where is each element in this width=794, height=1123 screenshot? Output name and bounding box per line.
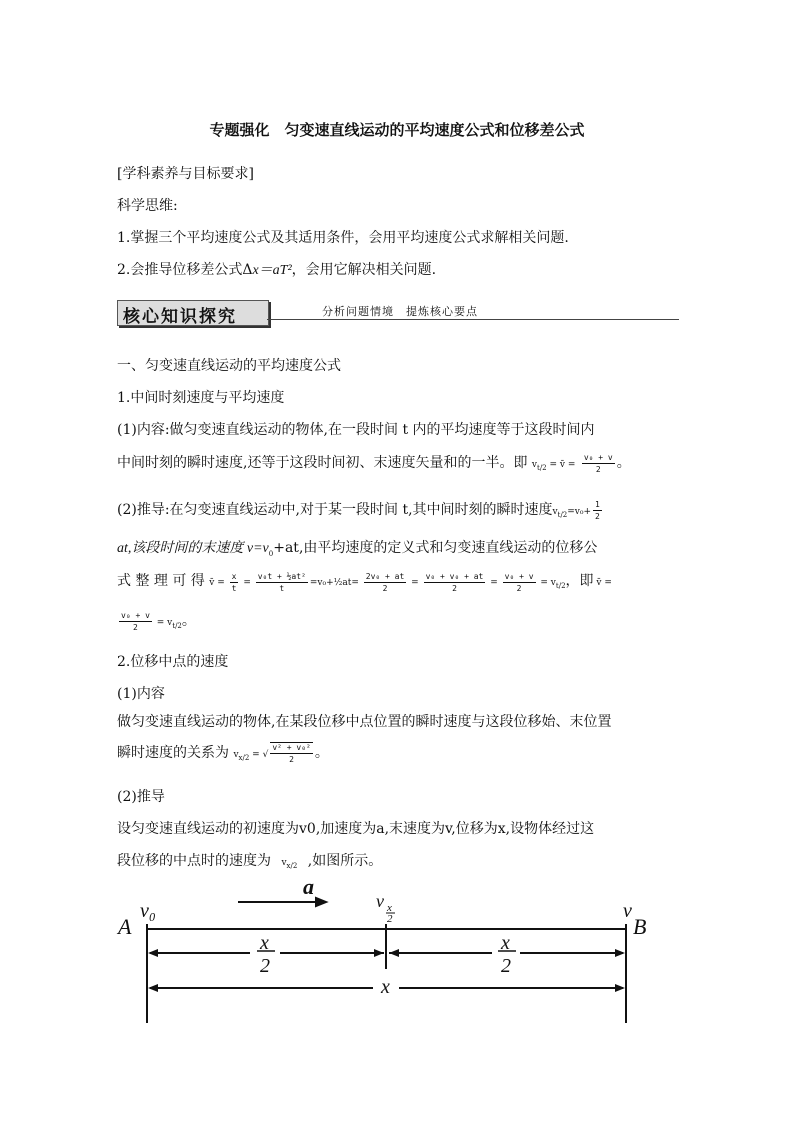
paragraph-4-text-b: ,如图所示。 (307, 853, 383, 869)
label-acceleration: a (303, 874, 314, 899)
full-x-label: x (381, 976, 390, 998)
paragraph-2-ji: ，即 (565, 573, 594, 589)
label-v: v (623, 900, 632, 922)
frac-v0-v0-at: $\frac{\text{v₀ + v₀ + at}}{2}$ (425, 572, 484, 593)
paragraph-4-heading: (2)推导 (117, 789, 165, 805)
banner-title: 核心知识探究 (123, 307, 237, 327)
paragraph-4-text-a: 段位移的中点时的速度为 (117, 853, 271, 869)
label-vmid-num: x (387, 902, 392, 914)
paragraph-2-text: (2)推导:在匀变速直线运动中,对于某一段时间 t,其中间时刻的瞬时速度 (117, 502, 553, 518)
label-B: B (633, 914, 647, 939)
paragraph-2-derive-text: 式 整 理 可 得 (117, 573, 205, 589)
paragraph-3-text: 瞬时速度的关系为 (117, 745, 229, 761)
arrowhead-2 (374, 949, 384, 957)
formula-vbar: v̄ = (593, 578, 612, 588)
paragraph-4-line-1: 设匀变速直线运动的初速度为v0,加速度为a,末速度为v,位移为x,设物体经过这 (117, 821, 595, 837)
label-vmid: v (376, 891, 384, 911)
frac-v0-v: $\frac{\text{v₀ + v}}{2}$ (504, 572, 534, 593)
formula-final-fraction: $\frac{\text{v₀ + v}}{2}$ (121, 610, 150, 632)
subsection-2-heading: 2.位移中点的速度 (117, 654, 229, 670)
science-thinking: 科学思维: (117, 198, 178, 214)
accel-arrow-head (316, 898, 326, 906)
paragraph-3-line-1: 做匀变速直线运动的物体,在某段位移中点位置的瞬时速度与这段位移始、末位置 (117, 714, 612, 730)
motion-diagram (110, 872, 670, 1032)
arrowhead-3 (389, 949, 399, 957)
subsection-1-heading: 1.中间时刻速度与平均速度 (117, 390, 285, 406)
paragraph-1-line-2: 中间时刻的瞬时速度,还等于这段时间初、末速度矢量和的一半。即 $v_{t/2}$ = v̄ = $\frac{\text{v₀ + v}}{2}$ 。 (117, 452, 631, 474)
arrowhead-1 (148, 949, 158, 957)
paragraph-1-text: 中间时刻的瞬时速度,还等于这段时间初、末速度矢量和的一半。即 (117, 455, 528, 471)
paragraph-4-line-2 (117, 850, 382, 870)
formula-derivation: v̄ = $\frac{x}{t}$ = $\frac{\text{v₀t + ½at²}}{t}$ =v₀+½at= $\frac{\text{2v₀ + at}}{2}$ = $\frac{\text{v₀ + v₀ + at}}{2}$ = $\frac{\text{v₀ + v}}{2}$ = $v_{t/2}$ (209, 572, 566, 593)
goal-2 (117, 259, 436, 279)
goal-1: 1.掌握三个平均速度公式及其适用条件，会用平均速度公式求解相关问题. (117, 230, 569, 246)
half-right-den: 2 (501, 955, 511, 977)
paragraph-2-line-2-a: at,该段时间的末速度 v=v (117, 541, 269, 556)
arrowhead-5 (148, 984, 158, 992)
frac-x-t: $\frac{x}{t}$ (231, 572, 237, 593)
half-left-num: x (260, 932, 269, 954)
banner-subtitle: 分析问题情境 提炼核心要点 (322, 305, 478, 318)
paragraph-2-line-2-b: +at,由平均速度的定义式和匀变速直线运动的位移公 (273, 540, 598, 556)
formula-v-half-t: $v_{t/2}$ = v̄ = (531, 460, 576, 472)
formula-v-half-x-small: $v_{x/2}$ (281, 858, 298, 870)
frac-2v0-at: $\frac{\text{2v₀ + at}}{2}$ (365, 572, 405, 593)
label-v0: v₀ (140, 900, 156, 922)
paragraph-3-line-2: 瞬时速度的关系为 $v_{x/2}$ = √ $\frac{\text{v² + v₀²}}{2}$ 。 (117, 743, 329, 764)
banner-rule (267, 319, 679, 320)
section-banner (117, 300, 679, 326)
paragraph-2-line-1 (117, 499, 604, 521)
formula-final-v: = $v_{t/2}$ (153, 618, 182, 630)
paragraph-2-line-3 (117, 570, 612, 593)
label-vmid-den: 2 (387, 913, 393, 925)
formula-v-half-x: $v_{x/2}$ = √ (233, 750, 269, 762)
paragraph-2-line-4: $\frac{\text{v₀ + v}}{2}$ = $v_{t/2}$。 (121, 610, 196, 632)
formula-sqrt-fraction: $\frac{\text{v² + v₀²}}{2}$ (272, 743, 311, 764)
arrowhead-6 (615, 984, 625, 992)
half-right-num: x (501, 932, 510, 954)
page-title: 专题强化 匀变速直线运动的平均速度公式和位移差公式 (209, 121, 585, 139)
section-1-heading: 一、匀变速直线运动的平均速度公式 (117, 358, 341, 374)
goals-header: [学科素养与目标要求] (117, 166, 254, 182)
arrowhead-4 (615, 949, 625, 957)
goal-2-prefix: 2.会推导位移差公式Δ (117, 262, 253, 278)
half-left-den: 2 (260, 955, 270, 977)
goal-2-suffix: ，会用它解决相关问题. (291, 262, 437, 278)
paragraph-3-heading: (1)内容 (117, 686, 165, 702)
label-A: A (118, 914, 132, 939)
formula-fraction: $\frac{\text{v₀ + v}}{2}$ (583, 452, 613, 474)
paragraph-2-line-2: at,该段时间的末速度 $v=v_0+at$,由平均速度的定义式和匀变速直线运动的位移公 (117, 540, 598, 558)
paragraph-1-line-1: (1)内容:做匀变速直线运动的物体,在一段时间 t 内的平均速度等于这段时间内 (117, 422, 595, 438)
formula-mid-velocity: $v_{t/2}=v_0+$ (552, 507, 592, 519)
frac-displacement: $\frac{\text{v₀t + ½at²}}{t}$ (257, 572, 306, 593)
goal-2-formula: x＝aT² (252, 263, 292, 278)
formula-half: $\frac{1}{2}$ (595, 499, 600, 521)
